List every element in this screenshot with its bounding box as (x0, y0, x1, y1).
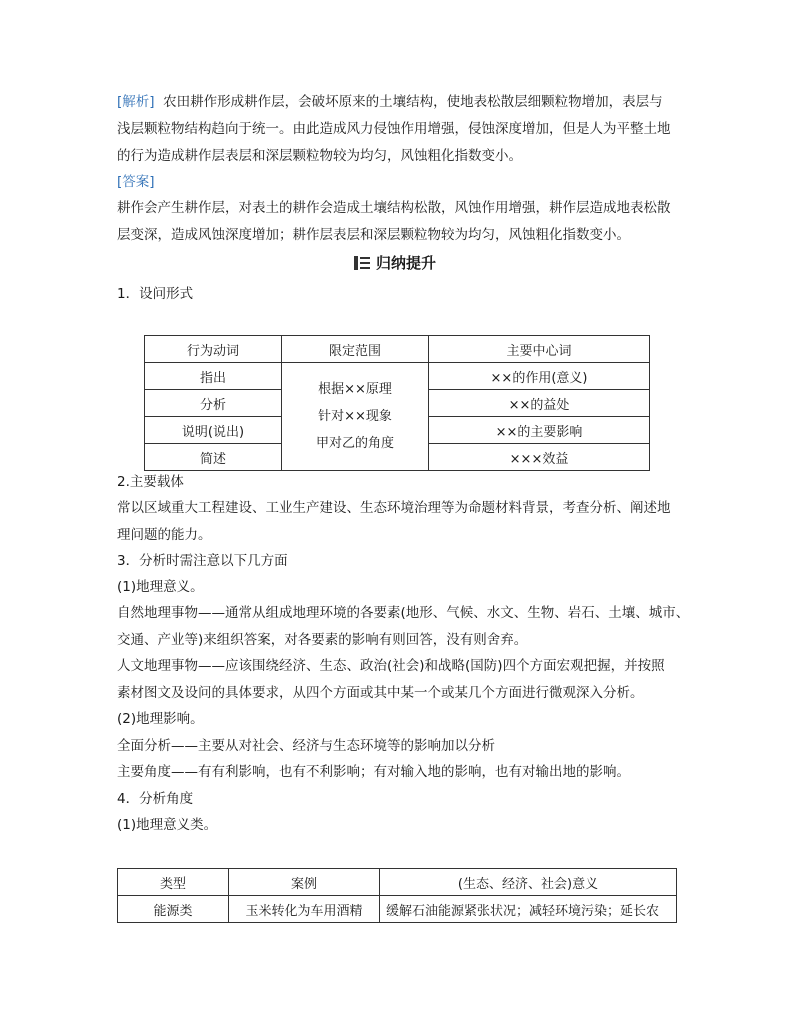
center-cell: ××的作用(意义) (429, 363, 650, 390)
analysis-line-1 (117, 92, 663, 112)
s3-sub1: (1)地理意义。 (117, 579, 204, 595)
answer-line-1: 耕作会产生耕作层，对表土的耕作会造成土壤结构松散，风蚀作用增强，耕作层造成地表松散 (117, 200, 671, 216)
table-row (145, 363, 650, 390)
answer-tag: [答案] (117, 174, 155, 190)
verb-cell: 简述 (145, 444, 282, 471)
table-header-cell: 行为动词 (145, 336, 282, 363)
table-header-cell: 限定范围 (282, 336, 429, 363)
scope-item: 针对××现象 (318, 409, 392, 424)
analysis-text: 农田耕作形成耕作层，会破坏原来的土壤结构，使地表松散层细颗粒物增加，表层与 (163, 94, 663, 110)
table-header-cell: (生态、经济、社会)意义 (380, 869, 677, 896)
s4-sub1: (1)地理意义类。 (117, 817, 218, 833)
s3-impact-1: 全面分析——主要从对社会、经济与生态环境等的影响加以分析 (117, 738, 495, 754)
analysis-line-3: 的行为造成耕作层表层和深层颗粒物较为均匀，风蚀粗化指数变小。 (117, 148, 522, 164)
center-cell: ××的益处 (429, 390, 650, 417)
center-cell: ××的主要影响 (429, 417, 650, 444)
verb-cell: 分析 (145, 390, 282, 417)
s3-title: 3．分析时需注意以下几方面 (117, 553, 288, 569)
section-title: 归纳提升 (376, 254, 437, 272)
s3-impact-2: 主要角度——有有利影响，也有不利影响；有对输入地的影响，也有对输出地的影响。 (117, 764, 630, 780)
scope-item: 根据××原理 (318, 382, 392, 397)
s3-natural-2: 交通、产业等)来组织答案，对各要素的影响有则回答，没有则舍弃。 (117, 632, 528, 648)
scope-item: 甲对乙的角度 (315, 436, 394, 451)
analysis-angle-table (117, 868, 677, 923)
list-icon (354, 256, 370, 270)
section-heading (354, 252, 436, 273)
s3-sub2: (2)地理影响。 (117, 711, 204, 727)
table-header-cell: 类型 (118, 869, 229, 896)
table-row (118, 896, 677, 923)
verb-cell: 指出 (145, 363, 282, 390)
s2-line-2: 理问题的能力。 (117, 527, 212, 543)
s1-title: 1．设问形式 (117, 286, 194, 302)
meaning-cell: 缓解石油能源紧张状况；减轻环境污染；延长农 (380, 896, 677, 923)
s2-line-1: 常以区域重大工程建设、工业生产建设、生态环境治理等为命题材料背景，考查分析、阐述地 (117, 500, 671, 516)
table-header-cell: 案例 (229, 869, 380, 896)
verb-cell: 说明(说出) (145, 417, 282, 444)
answer-line-2: 层变深，造成风蚀深度增加；耕作层表层和深层颗粒物较为均匀，风蚀粗化指数变小。 (117, 227, 630, 243)
table-header-row (118, 869, 677, 896)
s3-human-1: 人文地理事物——应该围绕经济、生态、政治(社会)和战略(国防)四个方面宏观把握，并按照 (117, 658, 665, 674)
analysis-line-2: 浅层颗粒物结构趋向于统一。由此造成风力侵蚀作用增强，侵蚀深度增加，但是人为平整土地 (117, 121, 671, 137)
s4-title: 4．分析角度 (117, 791, 194, 807)
s2-title: 2.主要载体 (117, 474, 184, 490)
type-cell: 能源类 (118, 896, 229, 923)
analysis-tag: [解析] (117, 94, 155, 110)
center-cell: ×××效益 (429, 444, 650, 471)
table-header-row (145, 336, 650, 363)
case-cell: 玉米转化为车用酒精 (229, 896, 380, 923)
table-header-cell: 主要中心词 (429, 336, 650, 363)
s3-human-2: 素材图文及设问的具体要求，从四个方面或其中某一个或某几个方面进行微观深入分析。 (117, 685, 644, 701)
s3-natural-1: 自然地理事物——通常从组成地理环境的各要素(地形、气候、水文、生物、岩石、土壤、城市、 (117, 605, 690, 621)
question-form-table (144, 335, 650, 471)
scope-cell (282, 363, 429, 471)
